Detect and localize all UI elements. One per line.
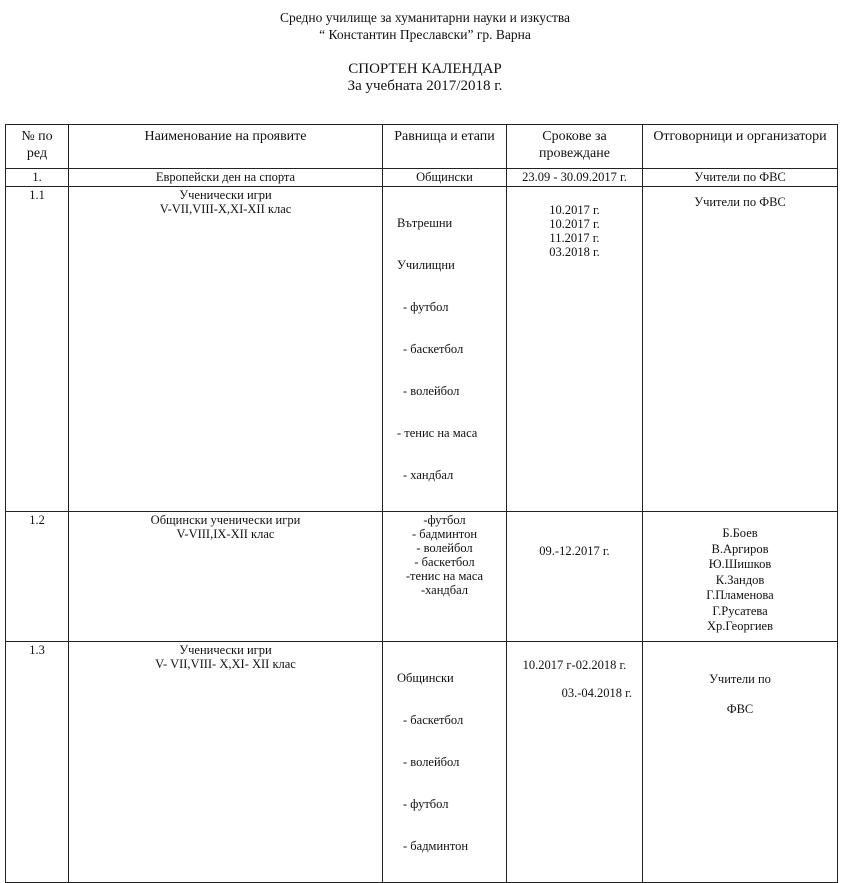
event-levels [383,642,507,883]
event-dates [507,187,643,512]
responsible-line: Г.Русатева [712,603,768,618]
level-line: - баскетбол [403,713,464,727]
event-name-line: V-VII,VIII-X,XI-XII клас [159,202,292,216]
event-name [69,512,383,642]
responsible-line: Ю.Шишков [708,557,772,571]
date-line: 10.2017 г. [549,203,600,217]
event-name-line: Европейски ден на спорта [155,170,296,184]
table-header-row [6,125,838,169]
table-row [6,512,838,642]
row-number: 1.3 [6,642,69,883]
level-line: - волейбол [403,384,460,398]
date-line: 11.2017 г. [549,231,600,245]
table-row [6,642,838,883]
row-number: 1.1 [6,187,69,512]
event-dates [507,512,643,642]
date-line: 10.2017 г. [549,217,600,231]
date-line: 09.-12.2017 г. [539,544,610,558]
level-line: - баскетбол [403,342,464,356]
event-dates [507,169,643,187]
level-line: - бадминтон [411,527,478,541]
event-name [69,187,383,512]
event-dates [507,642,643,883]
column-header-responsible: Отговорници и организатори [643,125,838,169]
event-name [69,642,383,883]
responsible-line: Г.Пламенова [706,588,774,602]
responsible-line: Учители по [709,672,771,686]
column-header-levels: Равнища и етапи [383,125,507,169]
school-name-line1: Средно училище за хуманитарни науки и изкуства [279,10,571,25]
responsible-line: ФВС [726,702,754,716]
row-number: 1. [6,169,69,187]
page-subtitle: За учебната 2017/2018 г. [347,78,503,94]
event-responsible [643,169,838,187]
event-levels [383,169,507,187]
event-name-line: V- VII,VIII- X,XI- XII клас [155,657,296,671]
row-number: 1.2 [6,512,69,642]
responsible-line: Хр.Георгиев [707,619,773,633]
level-line: -тенис на маса [405,569,484,583]
responsible-line: К.Зандов [715,572,765,587]
column-header-number: № по ред [6,125,69,169]
date-line: 03.2018 г. [549,245,600,259]
event-name-line: Общински ученически игри [150,513,301,527]
level-line: Вътрешни [397,216,453,230]
table-row [6,187,838,512]
level-line: Училищни [397,258,455,272]
event-levels [383,512,507,642]
date-line: 03.-04.2018 г. [561,686,632,700]
event-name-line: Ученически игри [179,188,272,202]
event-name [69,169,383,187]
level-line: Общински [416,170,473,184]
event-responsible [643,512,838,642]
date-line: 23.09 - 30.09.2017 г. [522,170,627,184]
level-line: - волейбол [416,541,473,555]
column-header-dates: Срокове за провеждане [507,125,643,169]
event-name-line: Ученически игри [179,643,272,657]
column-header-name: Наименование на проявите [69,125,383,169]
responsible-line: Учители по ФВС [694,195,786,209]
school-name-line2: “ Константин Преславски” гр. Варна [319,27,531,42]
level-line: -футбол [423,513,466,527]
table-row [6,169,838,187]
level-line: - бадминтон [403,839,469,853]
responsible-line: Учители по ФВС [694,170,786,184]
level-line: - футбол [403,797,449,811]
sports-calendar-table [5,124,838,883]
level-line: - тенис на маса [397,426,478,440]
event-responsible [643,642,838,883]
level-line: Общински [397,671,454,685]
responsible-line: Б.Боев [722,526,758,540]
event-responsible [643,187,838,512]
event-levels [383,187,507,512]
level-line: - футбол [403,300,449,314]
level-line: - баскетбол [414,555,475,569]
level-line: -хандбал [420,583,469,597]
responsible-line: В.Аргиров [711,541,769,556]
date-line: 10.2017 г-02.2018 г. [522,658,627,672]
page-title: СПОРТЕН КАЛЕНДАР [348,61,502,77]
level-line: - хандбал [403,468,454,482]
event-name-line: V-VIII,IX-XII клас [176,527,275,541]
level-line: - волейбол [403,755,460,769]
